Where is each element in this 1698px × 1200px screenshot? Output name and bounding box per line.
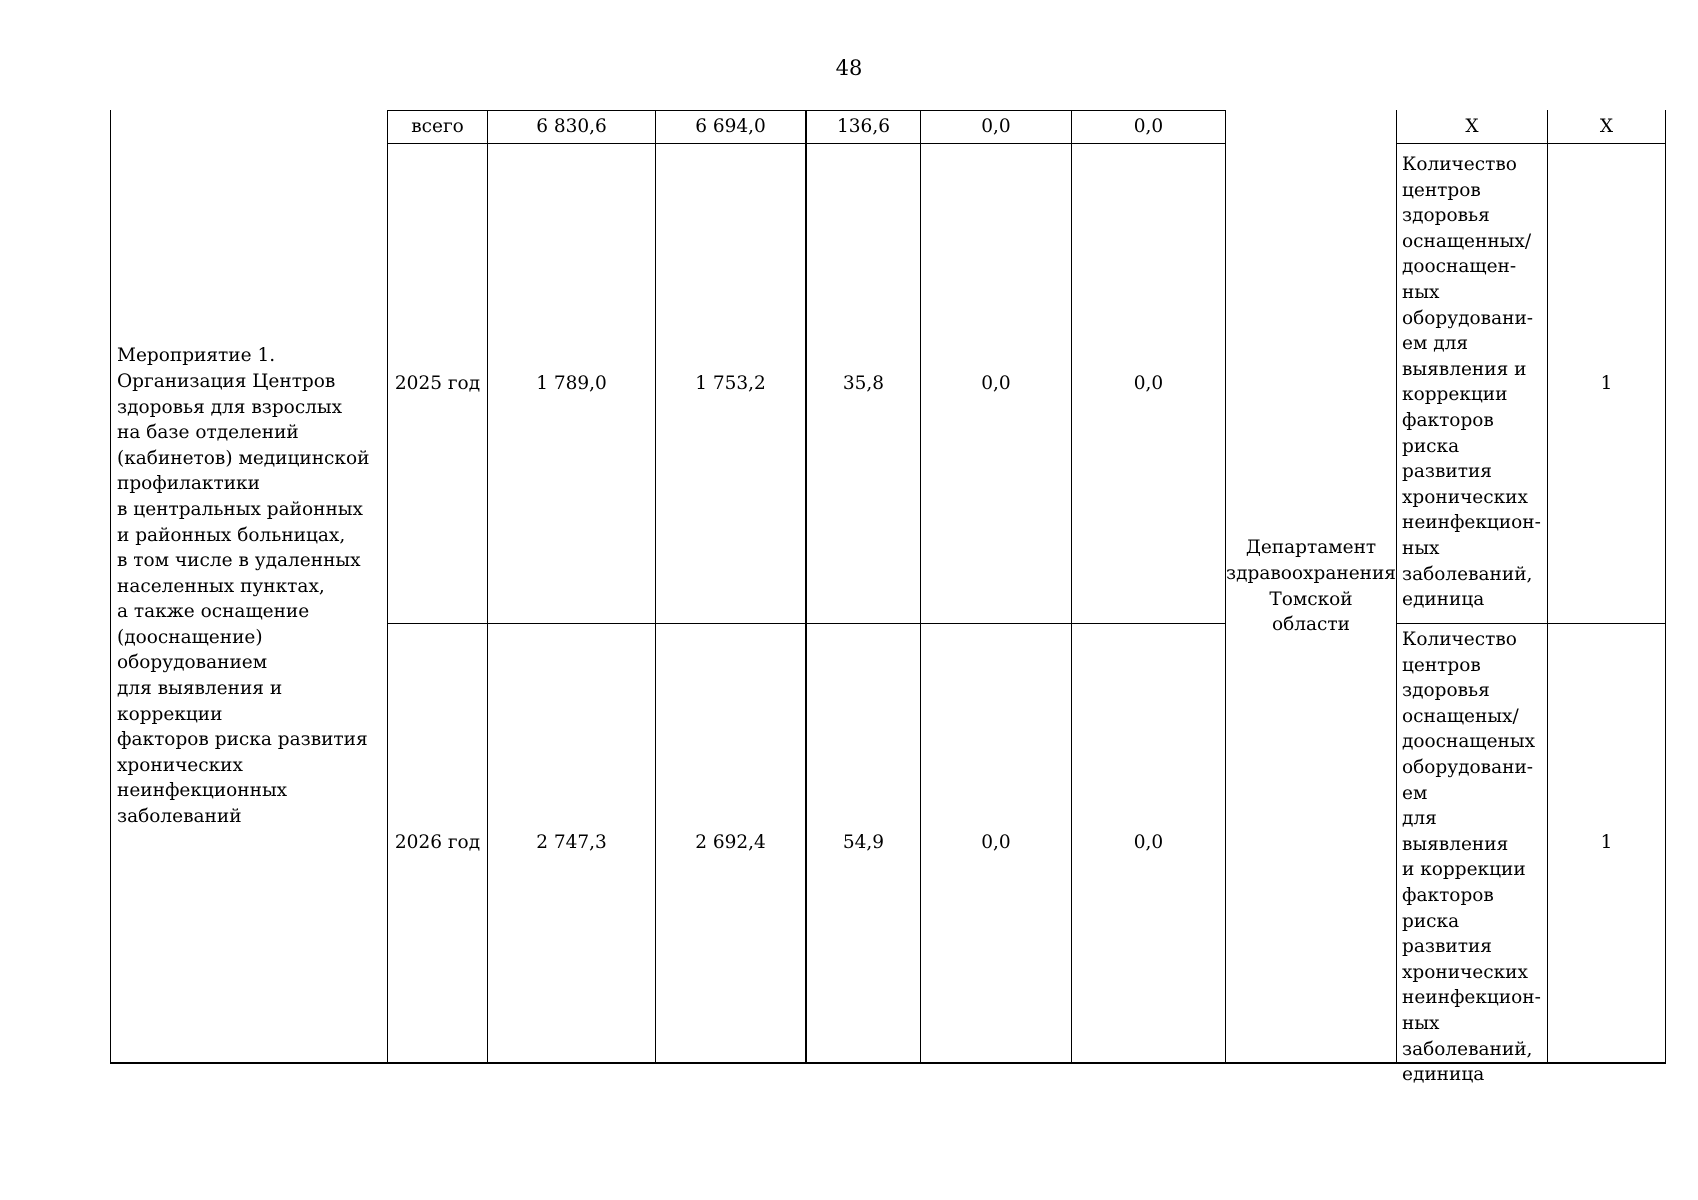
value-cell: 35,8: [842, 372, 885, 394]
value-cell: 2 747,3: [536, 832, 607, 854]
value-cell: 0,0: [981, 832, 1011, 854]
measure-title: Мероприятие 1. Организация Центров здоровья для взрослых на базе отделений (кабинетов) медицинской профилактики в центральных районных и районных больницах, в том числе в удаленных населенных пунктах, а также оснащение (дооснащение) оборудованием для выявления и коррекции факторов риска развития хронических неинфекционных заболеваний: [117, 345, 370, 828]
indicator-name: Количество центров здоровья оснащенных/ дооснащен- ных оборудовани- ем для выявления и коррекции факторов риска развития хронических неинфекцион- ных заболеваний, единица: [1402, 154, 1541, 611]
page-number: 48: [835, 56, 863, 80]
table-border: [1665, 110, 1666, 1063]
value-cell: 6 694,0: [695, 116, 766, 138]
value-cell: 0,0: [1133, 116, 1164, 138]
value-cell: 0,0: [981, 372, 1011, 394]
period-total: всего: [411, 116, 464, 138]
value-cell: 136,6: [837, 116, 890, 138]
value-cell: 0,0: [981, 116, 1011, 138]
value-cell: 1 789,0: [536, 372, 607, 394]
responsible-department: Департамент здравоохранения Томской области: [1226, 537, 1396, 636]
value-cell: 54,9: [842, 832, 885, 854]
indicator-value: X: [1599, 116, 1614, 138]
indicator-name: Количество центров здоровья оснащеных/ дооснащеных оборудовани- ем для выявления и коррекции факторов риска развития хронических неинфекцион- ных заболеваний, единица: [1402, 629, 1541, 1086]
value-cell: 6 830,6: [536, 116, 607, 138]
value-cell: 1 753,2: [695, 372, 766, 394]
indicator-value: 1: [1600, 832, 1613, 854]
indicator-value: 1: [1600, 372, 1613, 394]
period-2025: 2025 год: [394, 372, 481, 394]
value-cell: 0,0: [1133, 832, 1164, 854]
value-cell: 0,0: [1133, 372, 1164, 394]
indicator-name: X: [1465, 116, 1479, 138]
period-2026: 2026 год: [394, 832, 481, 854]
value-cell: 2 692,4: [695, 832, 766, 854]
